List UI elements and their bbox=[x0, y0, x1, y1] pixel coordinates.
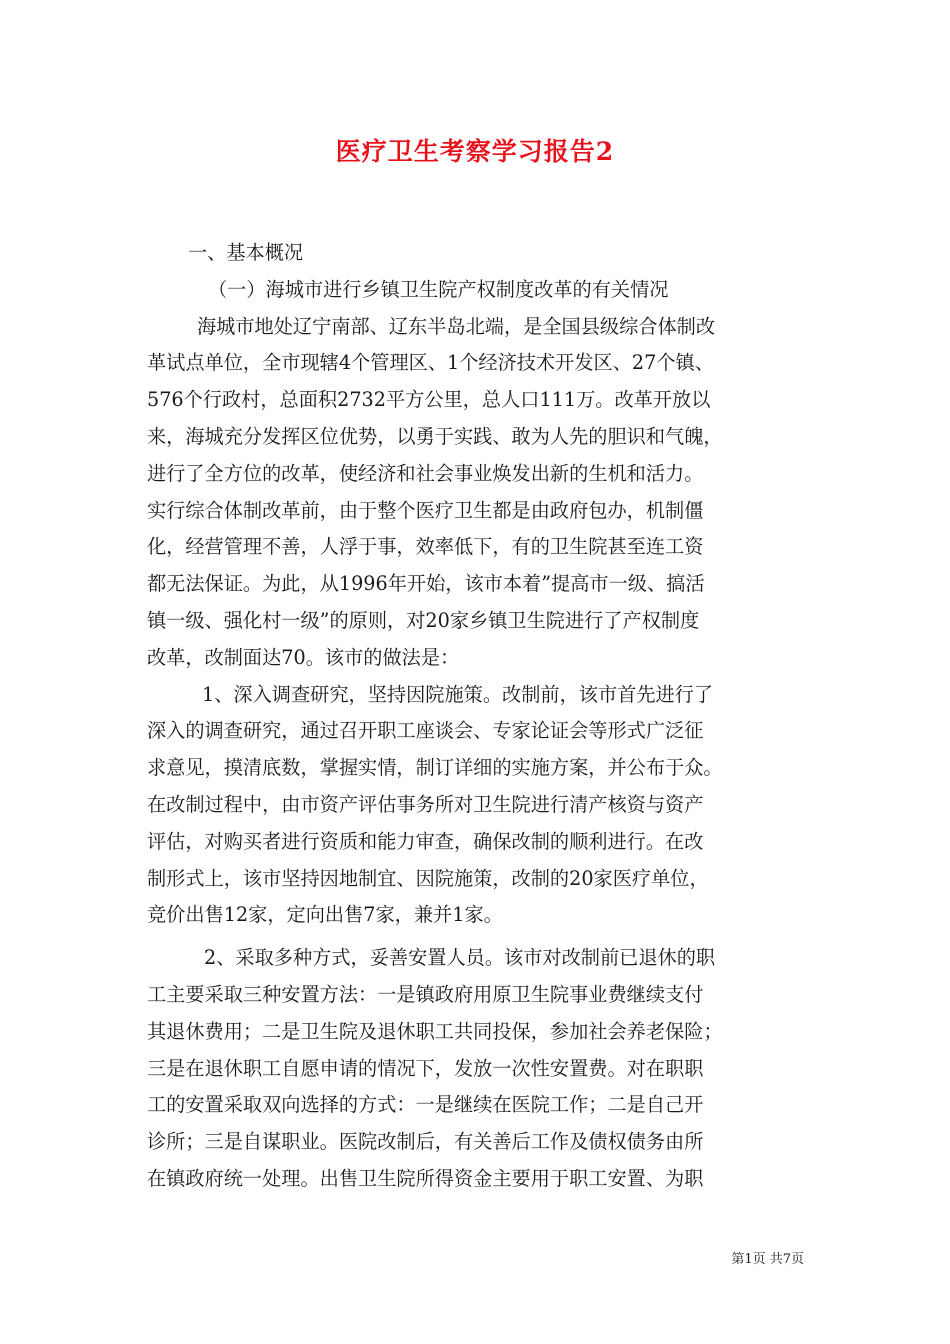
paragraph-line: 576个行政村，总面积2732平方公里，总人口111万。改革开放以 bbox=[147, 388, 711, 412]
paragraph-line: 化，经营管理不善，人浮于事，效率低下，有的卫生院甚至连工资 bbox=[147, 535, 704, 559]
page-number: 第1页 共7页 bbox=[731, 1252, 804, 1267]
paragraph-line: 海城市地处辽宁南部、辽东半岛北端，是全国县级综合体制改 bbox=[197, 314, 716, 338]
section-heading: 一、基本概况 bbox=[188, 241, 304, 264]
paragraph-line: 2、采取多种方式，妥善安置人员。该市对改制前已退休的职 bbox=[204, 946, 716, 970]
document-title: 医疗卫生考察学习报告2 bbox=[335, 137, 615, 166]
paragraph-line: 三是在退休职工自愿申请的情况下，发放一次性安置费。对在职职 bbox=[147, 1056, 704, 1080]
paragraph-line: 镇一级、强化村一级”的原则，对20家乡镇卫生院进行了产权制度 bbox=[147, 608, 700, 632]
paragraph-line: 工的安置采取双向选择的方式：一是继续在医院工作；二是自己开 bbox=[147, 1093, 704, 1117]
paragraph-line: 工主要采取三种安置方法：一是镇政府用原卫生院事业费继续支付 bbox=[147, 982, 704, 1006]
paragraph-line: 1、深入调查研究，坚持因院施策。改制前，该市首先进行了 bbox=[202, 682, 714, 706]
paragraph-line: 求意见，摸清底数，掌握实情，制订详细的实施方案，并公布于众。 bbox=[147, 756, 723, 780]
paragraph-line: 在镇政府统一处理。出售卫生院所得资金主要用于职工安置、为职 bbox=[147, 1166, 704, 1190]
paragraph-line: 来，海城充分发挥区位优势，以勇于实践、敢为人先的胆识和气魄， bbox=[147, 424, 723, 448]
paragraph-line: 革试点单位，全市现辖4个管理区、1个经济技术开发区、27个镇、 bbox=[147, 351, 714, 375]
paragraph-line: 诊所；三是自谋职业。医院改制后，有关善后工作及债权债务由所 bbox=[147, 1130, 704, 1154]
paragraph-line: 都无法保证。为此，从1996年开始，该市本着”提高市一级、搞活 bbox=[147, 572, 705, 596]
subsection-heading: （一）海城市进行乡镇卫生院产权制度改革的有关情况 bbox=[208, 277, 669, 301]
paragraph-line: 深入的调查研究，通过召开职工座谈会、专家论证会等形式广泛征 bbox=[147, 719, 704, 743]
paragraph-line: 改革，改制面达70。该市的做法是： bbox=[147, 645, 460, 669]
document-body bbox=[147, 235, 811, 1198]
paragraph-line: 竞价出售12家，定向出售7家，兼并1家。 bbox=[147, 903, 503, 927]
paragraph-line: 进行了全方位的改革，使经济和社会事业焕发出新的生机和活力。 bbox=[147, 461, 704, 485]
paragraph-line: 评估，对购买者进行资质和能力审查，确保改制的顺利进行。在改 bbox=[147, 829, 704, 853]
paragraph-line: 制形式上，该市坚持因地制宜、因院施策，改制的20家医疗单位， bbox=[147, 866, 709, 890]
paragraph-line: 实行综合体制改革前，由于整个医疗卫生都是由政府包办，机制僵 bbox=[147, 498, 704, 522]
paragraph-line: 在改制过程中，由市资产评估事务所对卫生院进行清产核资与资产 bbox=[147, 792, 704, 816]
paragraph-line: 其退休费用；二是卫生院及退休职工共同投保，参加社会养老保险； bbox=[147, 1019, 723, 1043]
